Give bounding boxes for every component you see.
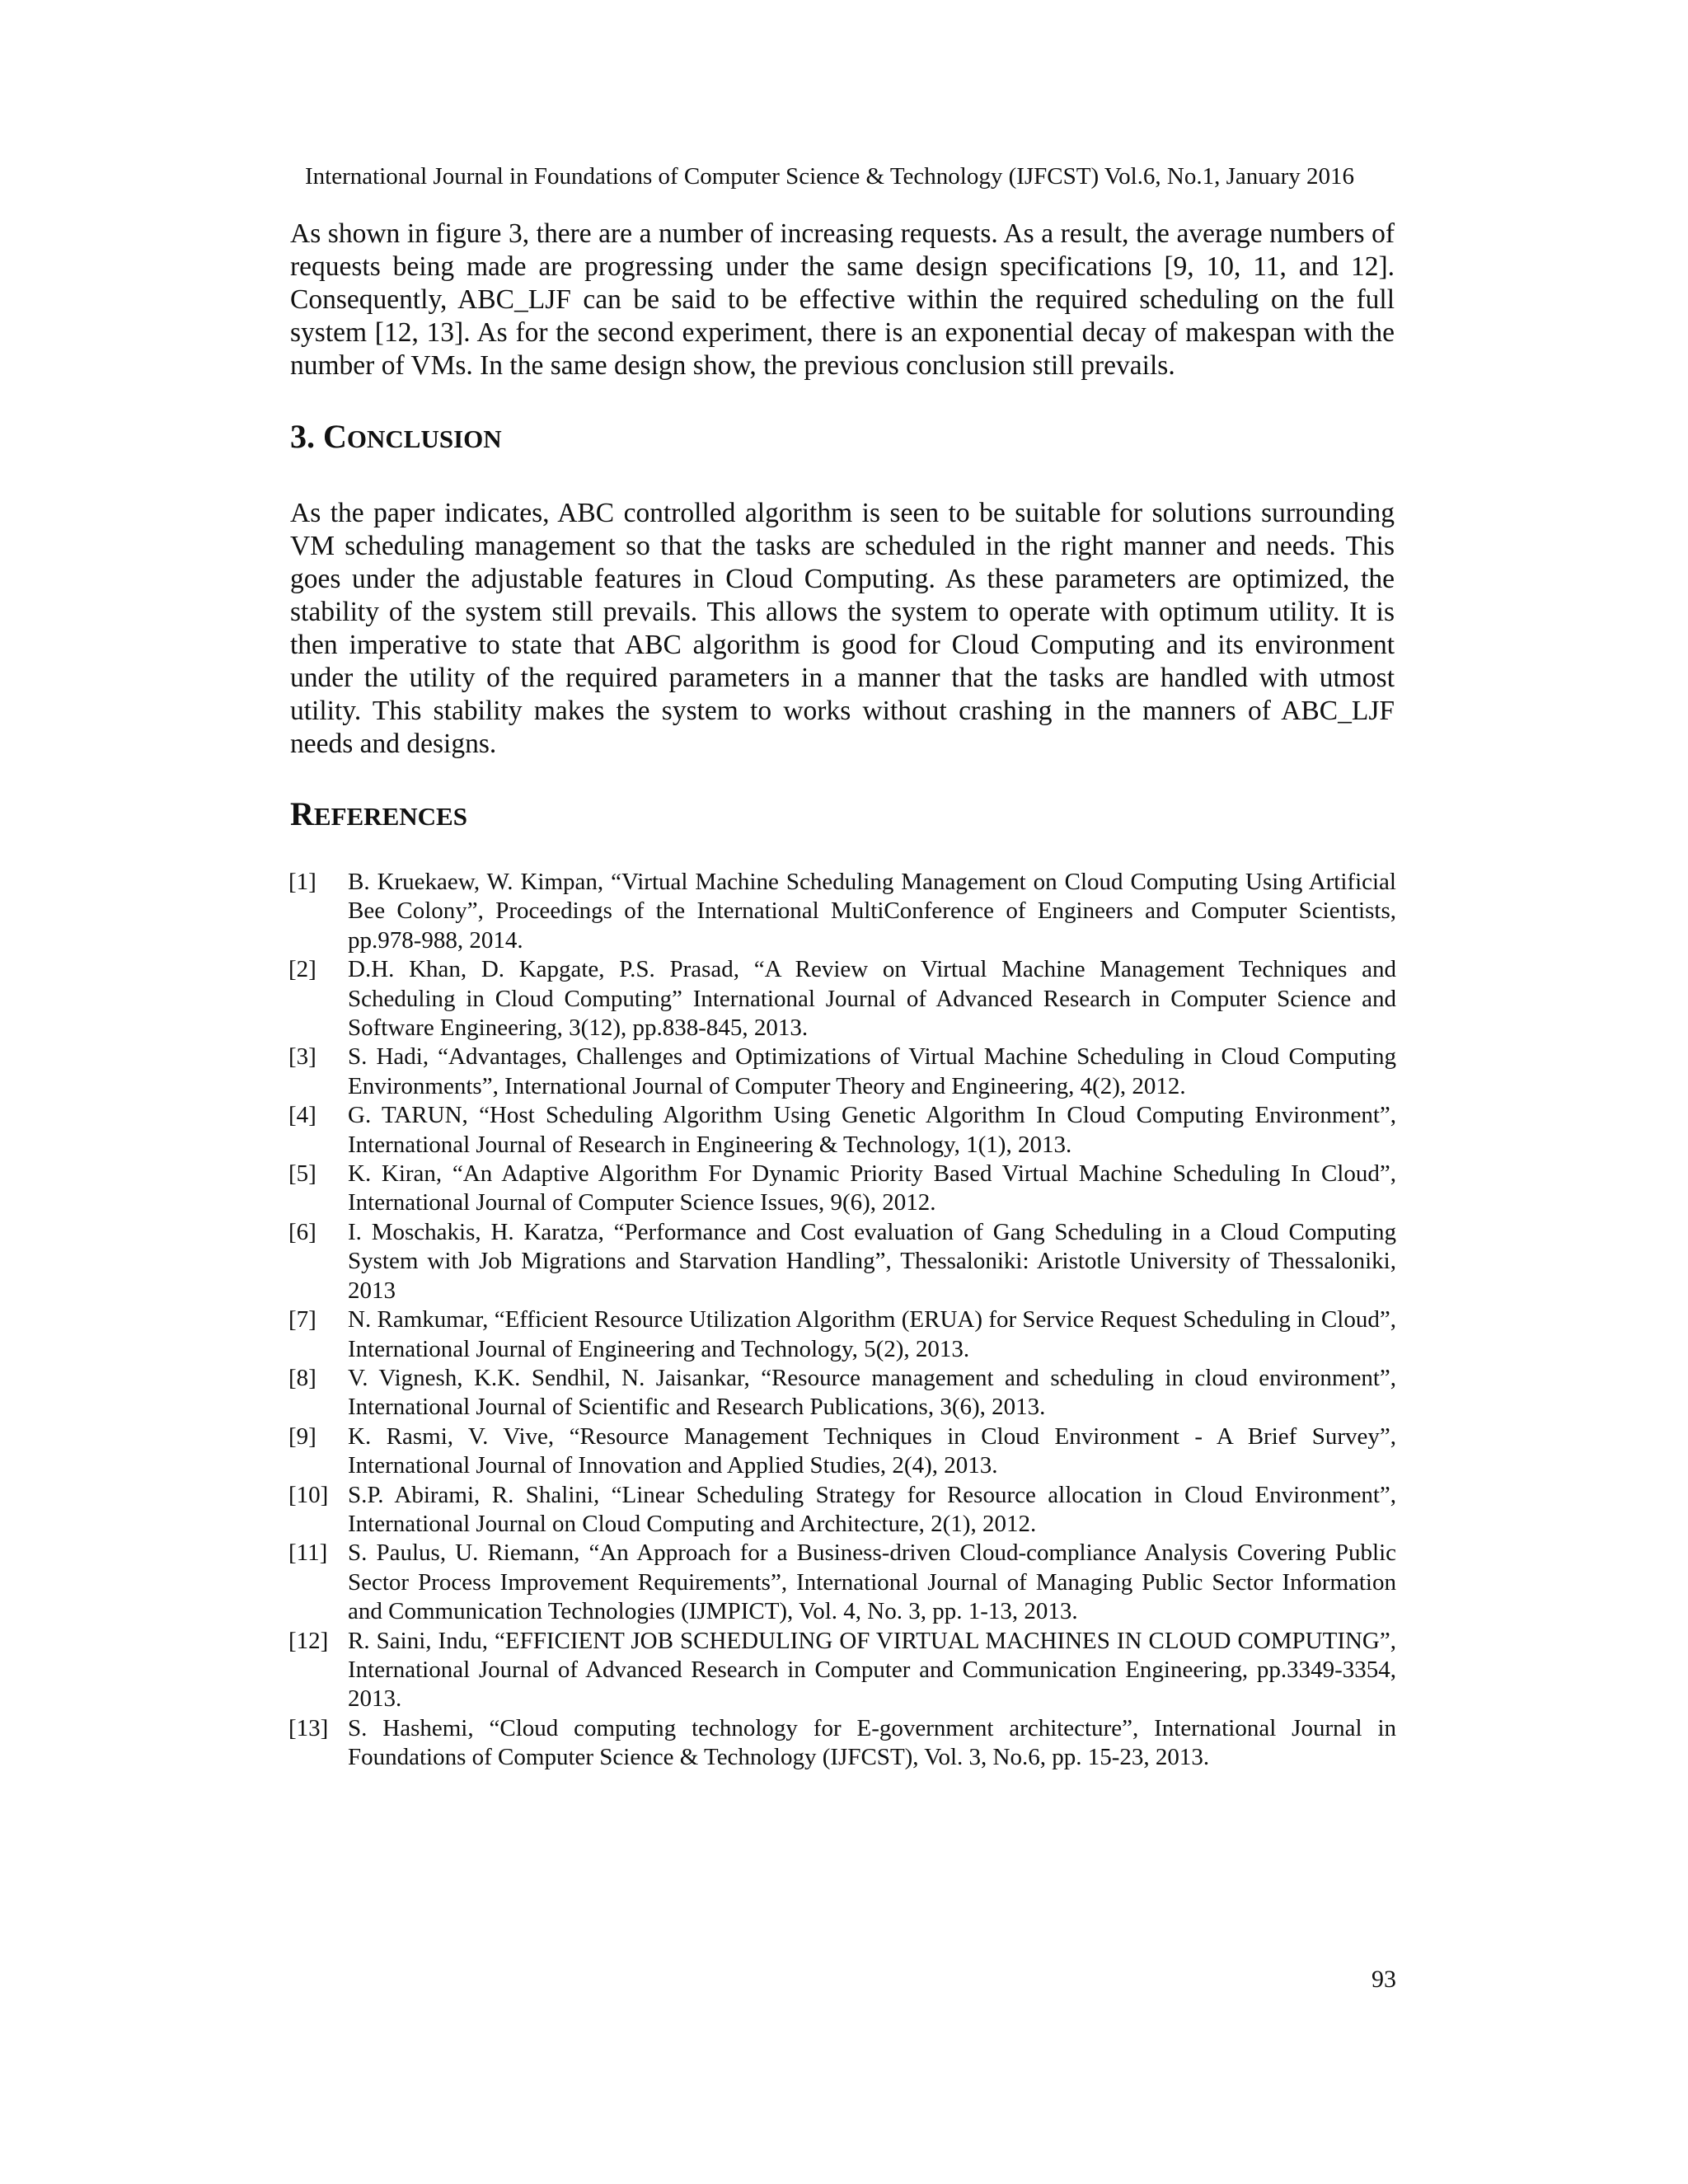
reference-text: D.H. Khan, D. Kapgate, P.S. Prasad, “A Review on Virtual Machine Management Techniques and Scheduling in Cloud Computing” International Journal of Advanced Research in Computer Science and Software Engineering, 3(12), pp.838-845, 2013. [348, 956, 1396, 1042]
reference-text: N. Ramkumar, “Efficient Resource Utilization Algorithm (ERUA) for Service Request Scheduling in Cloud”, International Journal of Engineering and Technology, 5(2), 2013. [348, 1306, 1396, 1362]
page-number: 93 [1372, 1966, 1396, 1993]
references-heading-rest: EFERENCES [313, 802, 467, 831]
reference-text: K. Kiran, “An Adaptive Algorithm For Dynamic Priority Based Virtual Machine Scheduling In Cloud”, International Journal of Computer Science Issues, 9(6), 2012. [348, 1160, 1396, 1216]
references-heading-initial: R [290, 795, 314, 832]
section-heading-initial: C [323, 418, 347, 455]
reference-number: [5] [288, 1160, 316, 1188]
reference-number: [13] [288, 1714, 329, 1741]
section-number: 3. [290, 418, 315, 455]
reference-item [288, 1481, 1396, 1540]
section-heading-references [290, 796, 467, 835]
reference-text: S.P. Abirami, R. Shalini, “Linear Scheduling Strategy for Resource allocation in Cloud Environment”, International Journal on Cloud Computing and Architecture, 2(1), 2012. [348, 1481, 1396, 1537]
reference-number: [2] [288, 956, 316, 983]
reference-number: [10] [288, 1481, 329, 1508]
reference-text: S. Hadi, “Advantages, Challenges and Optimizations of Virtual Machine Scheduling in Cloud Computing Environments”, International Journal of Computer Theory and Engineering, 4(2), 2012. [348, 1043, 1396, 1099]
reference-number: [7] [288, 1306, 316, 1333]
reference-number: [6] [288, 1218, 316, 1245]
reference-text: V. Vignesh, K.K. Sendhil, N. Jaisankar, “Resource management and scheduling in cloud environment”, International Journal of Scientific and Research Publications, 3(6), 2013. [348, 1364, 1396, 1421]
reference-number: [1] [288, 869, 316, 895]
reference-item [288, 1160, 1396, 1218]
running-header: International Journal in Foundations of Computer Science & Technology (IJFCST) Vol.6, No.1, January 2016 [305, 163, 1355, 190]
section-heading-conclusion [290, 419, 502, 457]
section-heading-rest: ONCLUSION [346, 424, 502, 453]
reference-text: S. Paulus, U. Riemann, “An Approach for a Business-driven Cloud-compliance Analysis Covering Public Sector Process Improvement Requirements”, International Journal of Managing Public Sector Information and Communication Technologies (IJMPICT), Vol. 4, No. 3, pp. 1-13, 2013. [348, 1540, 1396, 1625]
reference-item [288, 955, 1396, 1043]
reference-number: [8] [288, 1364, 316, 1391]
reference-number: [11] [288, 1540, 328, 1567]
reference-number: [9] [288, 1422, 316, 1450]
reference-text: K. Rasmi, V. Vive, “Resource Management Techniques in Cloud Environment - A Brief Survey”, International Journal of Innovation and Applied Studies, 2(4), 2013. [348, 1422, 1396, 1479]
reference-item [288, 1364, 1396, 1422]
body-paragraph-results: As shown in figure 3, there are a number of increasing requests. As a result, the average numbers of requests being made are progressing under the same design specifications [9, 10, 11, and 12]. Consequently, ABC_LJF can be said to be effective within the required scheduling on the full system [12, 13]. As for the second experiment, there is an exponential decay of makespan with the number of VMs. In the same design show, the previous conclusion still prevails. [290, 218, 1395, 381]
reference-text: G. TARUN, “Host Scheduling Algorithm Using Genetic Algorithm In Cloud Computing Environment”, International Journal of Research in Engineering & Technology, 1(1), 2013. [348, 1102, 1396, 1158]
reference-item [288, 1043, 1396, 1101]
reference-text: S. Hashemi, “Cloud computing technology for E-government architecture”, International Journal in Foundations of Computer Science & Technology (IJFCST), Vol. 3, No.6, pp. 15-23, 2013. [348, 1714, 1396, 1771]
reference-number: [12] [288, 1627, 329, 1654]
reference-item [288, 1218, 1396, 1305]
reference-item [288, 1422, 1396, 1481]
reference-text: R. Saini, Indu, “EFFICIENT JOB SCHEDULING OF VIRTUAL MACHINES IN CLOUD COMPUTING”, International Journal of Advanced Research in Computer and Communication Engineering, pp.3349-3354, 2013. [348, 1627, 1396, 1713]
reference-item [288, 1101, 1396, 1160]
reference-number: [3] [288, 1043, 316, 1071]
reference-item [288, 1627, 1396, 1714]
reference-item [288, 868, 1396, 955]
reference-item [288, 1714, 1396, 1773]
reference-text: B. Kruekaew, W. Kimpan, “Virtual Machine Scheduling Management on Cloud Computing Using Artificial Bee Colony”, Proceedings of the International MultiConference of Engineers and Computer Scientists, pp.978-988, 2014. [348, 869, 1396, 954]
reference-item [288, 1305, 1396, 1364]
reference-list [288, 868, 1396, 1773]
reference-number: [4] [288, 1102, 316, 1129]
reference-text: I. Moschakis, H. Karatza, “Performance and Cost evaluation of Gang Scheduling in a Cloud Computing System with Job Migrations and Starvation Handling”, Thessaloniki: Aristotle University of Thessaloniki, 2013 [348, 1218, 1396, 1304]
reference-item [288, 1539, 1396, 1626]
body-paragraph-conclusion: As the paper indicates, ABC controlled algorithm is seen to be suitable for solutions surrounding VM scheduling management so that the tasks are scheduled in the right manner and needs. This goes under the adjustable features in Cloud Computing. As these parameters are optimized, the stability of the system still prevails. This allows the system to operate with optimum utility. It is then imperative to state that ABC algorithm is good for Cloud Computing and its environment under the utility of the required parameters in a manner that the tasks are handled with utmost utility. This stability makes the system to works without crashing in the manners of ABC_LJF needs and designs. [290, 498, 1395, 759]
